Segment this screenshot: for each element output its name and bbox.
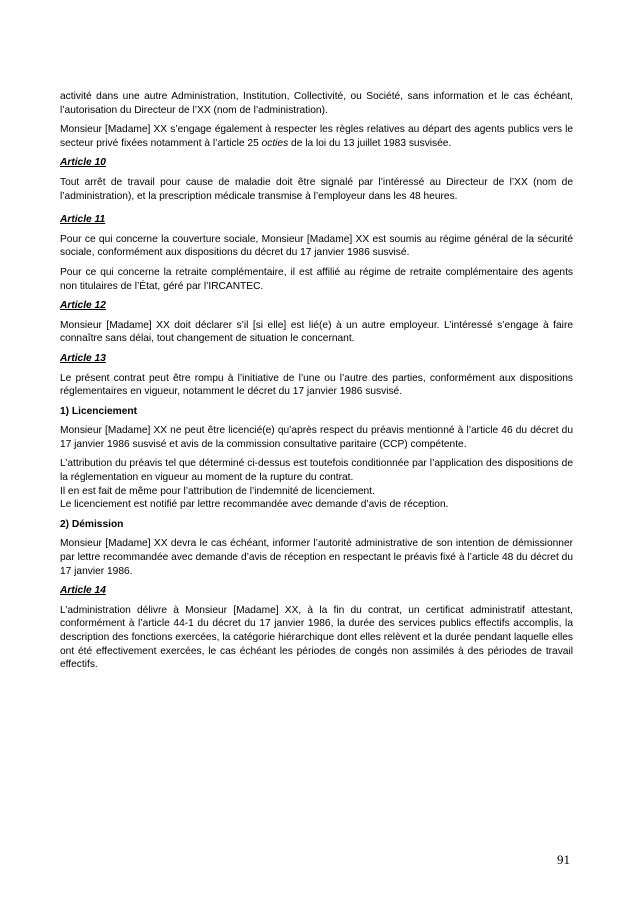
italic-term: octies (261, 137, 289, 149)
paragraph: Monsieur [Madame] XX doit déclarer s’il [si elle] est lié(e) à un autre employeur. L’intéressé s’engage à faire connaître sans délai, tout changement de situation le concernant. (60, 319, 573, 345)
article-14-heading: Article 14 (60, 585, 106, 597)
demission-heading: 2) Démission (60, 518, 124, 530)
paragraph: Monsieur [Madame] XX devra le cas échéant, informer l’autorité administrative de son intention de démissionner par lettre recommandée avec demande d’avis de réception en respectant le préavis fixé à l’article 48 du décret du 17 janvier 1986. (60, 538, 573, 577)
text-span: de la loi du 13 juillet 1983 susvisée. (288, 137, 452, 149)
document-body (60, 90, 573, 678)
paragraph (60, 123, 573, 150)
paragraph: activité dans une autre Administration, Institution, Collectivité, ou Société, sans information et le cas échéant, l’autorisation du Directeur de l’XX (nom de l’administration). (60, 91, 573, 116)
paragraph: Tout arrêt de travail pour cause de maladie doit être signalé par l’intéressé au Directeur de l’XX (nom de l’administration), et la prescription médicale transmise à l’employeur dans les 48 heures. (60, 176, 573, 202)
page-number: 91 (557, 852, 570, 867)
paragraph: Pour ce qui concerne la retraite complémentaire, il est affilié au régime de retraite complémentaire des agents non titulaires de l’État, géré par l’IRCANTEC. (60, 266, 573, 292)
article-10-heading: Article 10 (60, 157, 106, 169)
paragraph: Le présent contrat peut être rompu à l’initiative de l’une ou l’autre des parties, conformément aux dispositions réglementaires en vigueur, notamment le décret du 17 janvier 1986 susvisé. (60, 372, 573, 398)
paragraph: L’attribution du préavis tel que déterminé ci-dessus est toutefois conditionnée par l’application des dispositions de la réglementation en vigueur au moment de la rupture du contrat. (60, 458, 573, 484)
paragraph: Monsieur [Madame] XX ne peut être licencié(e) qu’après respect du préavis mentionné à l’article 46 du décret du 17 janvier 1986 susvisé et avis de la commission consultative paritaire (CCP) compétente. (60, 425, 573, 450)
licenciement-heading: 1) Licenciement (60, 405, 137, 417)
paragraph: Il en est fait de même pour l’attribution de l’indemnité de licenciement. (60, 485, 375, 497)
article-13-heading: Article 13 (60, 352, 106, 364)
text-span: Monsieur [Madame] XX s’engage également à respecter les règles relatives au départ des agents publics vers le secteur privé fixées notamment à l’article 25 (60, 124, 573, 149)
article-12-heading: Article 12 (60, 300, 106, 312)
paragraph: L’administration délivre à Monsieur [Madame] XX, à la fin du contrat, un certificat administratif attestant, conformément à l’article 44-1 du décret du 17 janvier 1986, la durée des services publics effectifs accomplis, la description des fonctions exercées, la catégorie hiérarchique dont elles relèvent et la durée pendant laquelle elles ont été effectivement exercées, le cas échéant les périodes de congés non assimilés à des périodes de travail effectifs. (60, 604, 573, 671)
paragraph: Pour ce qui concerne la couverture sociale, Monsieur [Madame] XX est soumis au régime général de la sécurité sociale, conformément aux dispositions du décret du 17 janvier 1986 susvisé. (60, 233, 573, 259)
article-11-heading: Article 11 (60, 214, 106, 226)
paragraph: Le licenciement est notifié par lettre recommandée avec demande d’avis de réception. (60, 499, 449, 511)
